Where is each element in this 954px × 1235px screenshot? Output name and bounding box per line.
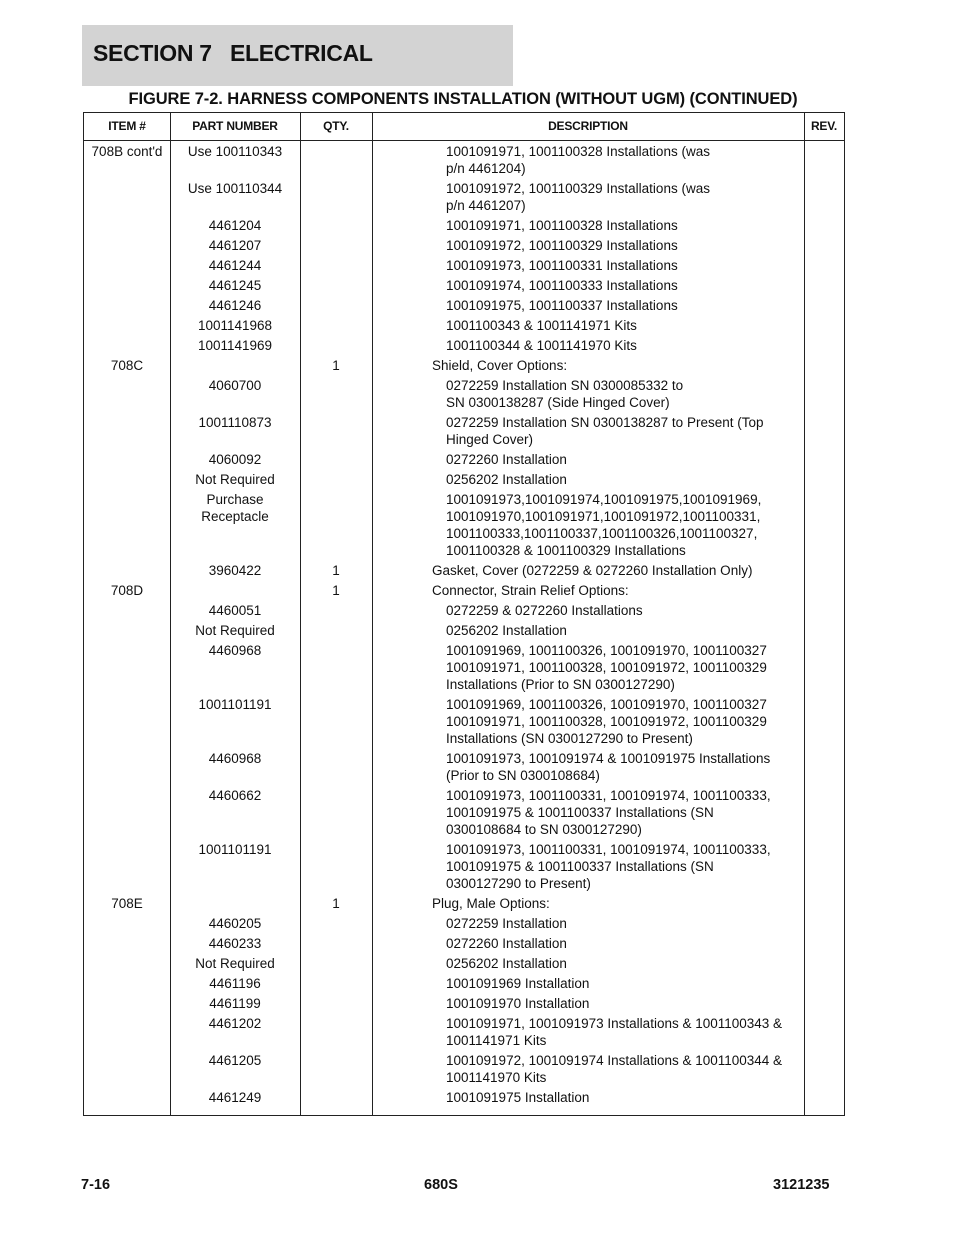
table-row xyxy=(84,642,844,693)
description-cell: 1001091972, 1001100329 Installations (was p/n 4461207) xyxy=(446,181,710,213)
table-row xyxy=(84,935,844,952)
part-number-cell: 4461205 xyxy=(208,1053,262,1068)
description-cell: 1001091971, 1001100328 Installations (was p/n 4461204) xyxy=(446,144,710,176)
part-number-cell: 4460205 xyxy=(208,916,262,931)
description-cell: 1001091973, 1001100331, 1001091974, 1001100333, 1001091975 & 1001100337 Installations (SN 0300127290 to Present) xyxy=(446,842,771,891)
item-cell: 708B cont'd xyxy=(91,144,163,159)
table-row xyxy=(84,337,844,354)
table-row xyxy=(84,491,844,559)
description-cell: 1001091969 Installation xyxy=(446,976,590,991)
section-title: SECTION 7 ELECTRICAL xyxy=(93,40,373,66)
description-cell: 0272259 & 0272260 Installations xyxy=(446,603,643,618)
table-row xyxy=(84,696,844,747)
part-number-cell: 4461245 xyxy=(208,278,262,293)
part-number-cell: 4461204 xyxy=(208,218,262,233)
part-number-cell: 4461199 xyxy=(209,996,261,1011)
table-row xyxy=(84,414,844,448)
part-number-cell: Use 100110344 xyxy=(187,181,283,196)
table-row xyxy=(84,217,844,234)
part-number-cell: 4460662 xyxy=(208,788,262,803)
table-row xyxy=(84,180,844,214)
part-number-cell: 4460233 xyxy=(208,936,262,951)
footer-page-number: 7-16 xyxy=(81,1177,111,1193)
description-cell: 1001091971, 1001100328 Installations xyxy=(446,218,678,233)
description-cell: 0256202 Installation xyxy=(446,472,567,487)
table-header-row xyxy=(84,113,844,141)
description-cell: Plug, Male Options: xyxy=(432,896,550,911)
description-cell: 1001091970 Installation xyxy=(446,996,590,1011)
part-number-cell: 4461207 xyxy=(208,238,262,253)
table-row xyxy=(84,1052,844,1086)
description-cell: 0272259 Installation SN 0300085332 to SN 0300138287 (Side Hinged Cover) xyxy=(446,378,684,410)
part-number-cell: 4461249 xyxy=(208,1090,262,1105)
part-number-cell: 4460968 xyxy=(208,751,262,766)
part-number-cell: 4460968 xyxy=(208,643,262,658)
table-row xyxy=(84,750,844,784)
description-cell: 0272259 Installation SN 0300138287 to Present (Top Hinged Cover) xyxy=(446,415,764,447)
part-number-cell: 1001110873 xyxy=(198,415,272,430)
part-number-cell: 4461196 xyxy=(209,976,261,991)
part-number-cell: 1001141968 xyxy=(197,318,273,333)
header-rev: REV. xyxy=(810,119,838,133)
table-row xyxy=(84,895,844,912)
table-row xyxy=(84,955,844,972)
part-number-cell: 4060700 xyxy=(208,378,262,393)
table-row xyxy=(84,317,844,334)
table-row xyxy=(84,995,844,1012)
description-cell: 0256202 Installation xyxy=(446,623,567,638)
item-cell: 708D xyxy=(110,583,144,598)
table-body xyxy=(84,143,844,1109)
table-row xyxy=(84,975,844,992)
description-cell: Shield, Cover Options: xyxy=(432,358,568,373)
header-qty: QTY. xyxy=(323,119,349,133)
header-part-number: PART NUMBER xyxy=(192,119,278,133)
item-cell: 708E xyxy=(111,896,143,911)
part-number-cell: Not Required xyxy=(195,956,275,971)
part-number-cell: 4461202 xyxy=(208,1016,262,1031)
part-number-cell: 4060092 xyxy=(208,452,262,467)
description-cell: 1001100343 & 1001141971 Kits xyxy=(446,318,637,333)
qty-cell: 1 xyxy=(332,896,340,911)
table-row xyxy=(84,602,844,619)
description-cell: 1001091973, 1001100331 Installations xyxy=(446,258,678,273)
description-cell: 1001091969, 1001100326, 1001091970, 1001100327 1001091971, 1001100328, 1001091972, 1001100329 Installations (Prior to SN 0300127290) xyxy=(446,643,767,692)
header-description: DESCRIPTION xyxy=(548,119,628,133)
item-cell: 708C xyxy=(110,358,144,373)
table-row xyxy=(84,562,844,579)
footer-doc-number: 3121235 xyxy=(773,1177,830,1193)
table-row xyxy=(84,1015,844,1049)
description-cell: 1001091969, 1001100326, 1001091970, 1001100327 1001091971, 1001100328, 1001091972, 1001100329 Installations (SN 0300127290 to Present) xyxy=(446,697,767,746)
description-cell: 1001091973, 1001100331, 1001091974, 1001100333, 1001091975 & 1001100337 Installations (SN 0300108684 to SN 0300127290) xyxy=(446,788,771,837)
part-number-cell: 4461244 xyxy=(208,258,262,273)
part-number-cell: 1001101191 xyxy=(198,697,272,712)
table-row xyxy=(84,357,844,374)
table-row xyxy=(84,237,844,254)
description-cell: 0272260 Installation xyxy=(446,452,567,467)
description-cell: 1001091975 Installation xyxy=(446,1090,590,1105)
footer-model: 680S xyxy=(424,1177,458,1193)
qty-cell: 1 xyxy=(332,358,340,373)
description-cell: 0272259 Installation xyxy=(446,916,567,931)
part-number-cell: 1001141969 xyxy=(197,338,273,353)
part-number-cell: 4461246 xyxy=(208,298,262,313)
description-cell: 1001100344 & 1001141970 Kits xyxy=(446,338,637,353)
parts-table xyxy=(83,112,845,1116)
description-cell: Connector, Strain Relief Options: xyxy=(432,583,629,598)
part-number-cell: Purchase Receptacle xyxy=(201,492,269,524)
table-row xyxy=(84,451,844,468)
part-number-cell: 4460051 xyxy=(208,603,262,618)
table-row xyxy=(84,841,844,892)
description-cell: 1001091971, 1001091973 Installations & 1001100343 & 1001141971 Kits xyxy=(446,1016,783,1048)
part-number-cell: Use 100110343 xyxy=(187,144,283,159)
description-cell: 0256202 Installation xyxy=(446,956,567,971)
description-cell: 1001091972, 1001100329 Installations xyxy=(446,238,678,253)
table-row xyxy=(84,915,844,932)
table-row xyxy=(84,257,844,274)
section-banner xyxy=(82,25,513,86)
table-row xyxy=(84,1089,844,1106)
header-item: ITEM # xyxy=(108,119,146,133)
qty-cell: 1 xyxy=(332,583,340,598)
description-cell: 1001091972, 1001091974 Installations & 1001100344 & 1001141970 Kits xyxy=(446,1053,783,1085)
description-cell: Gasket, Cover (0272259 & 0272260 Installation Only) xyxy=(432,563,753,578)
description-cell: 1001091974, 1001100333 Installations xyxy=(446,278,678,293)
part-number-cell: Not Required xyxy=(195,472,275,487)
description-cell: 0272260 Installation xyxy=(446,936,567,951)
description-cell: 1001091973,1001091974,1001091975,1001091969, 1001091970,1001091971,1001091972,1001100331, 1001100333,1001100337,1001100326,1001100327, 1001100328 & 1001100329 Installations xyxy=(446,492,762,558)
table-row xyxy=(84,377,844,411)
part-number-cell: Not Required xyxy=(195,623,275,638)
table-row xyxy=(84,143,844,177)
table-row xyxy=(84,471,844,488)
table-row xyxy=(84,787,844,838)
figure-title: FIGURE 7-2. HARNESS COMPONENTS INSTALLATION (WITHOUT UGM) (CONTINUED) xyxy=(128,90,798,108)
table-row xyxy=(84,622,844,639)
table-row xyxy=(84,582,844,599)
part-number-cell: 3960422 xyxy=(208,563,262,578)
part-number-cell: 1001101191 xyxy=(198,842,272,857)
qty-cell: 1 xyxy=(332,563,340,578)
table-row xyxy=(84,297,844,314)
description-cell: 1001091975, 1001100337 Installations xyxy=(446,298,678,313)
description-cell: 1001091973, 1001091974 & 1001091975 Installations (Prior to SN 0300108684) xyxy=(446,751,771,783)
table-row xyxy=(84,277,844,294)
